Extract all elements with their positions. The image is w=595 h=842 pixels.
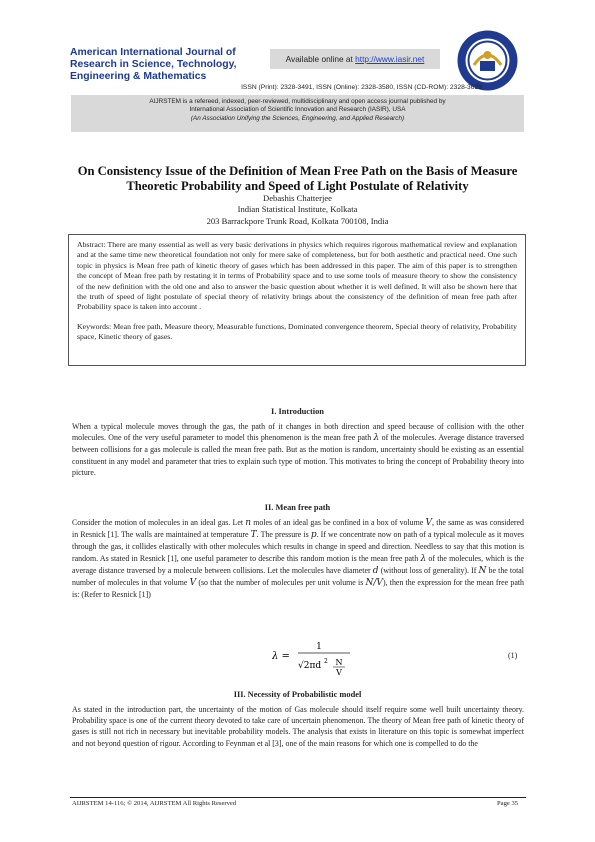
keywords-text: Mean free path, Measure theory, Measurable functions, Dominated convergence theorem, Special theory of relativity, Probability space, Kinetic theory of gases. bbox=[77, 321, 518, 342]
journal-url-link[interactable]: http://www.iasir.net bbox=[355, 54, 425, 64]
equation-exponent: 2 bbox=[324, 658, 328, 665]
abstract-label: Abstract: bbox=[77, 240, 106, 249]
author-name: Debashis Chatterjee bbox=[263, 193, 332, 203]
necessity-paragraph: As stated in the introduction part, the uncertainty of the motion of Gas molecule should itself require some well built uncertainty theory. Probability space is one of the current theory devoted to take care of uncertain phenomenon. The theory of Mean free path of kinetic theory of gases is still not rich in necessary but inevitable probability models. The analysis that exists in literature on this topic is somewhat imperfect and not beyond question of rigour. According to Feynman et al [3], one of the main reasons for which one is compelled to do the bbox=[72, 705, 524, 748]
availability-banner bbox=[270, 49, 440, 69]
equation-lhs: λ = bbox=[272, 651, 290, 662]
mean-free-path-paragraph: Consider the motion of molecules in an ideal gas. Let n moles of an ideal gas be confined in a box of volume V, the same as was considered in Resnick [1]. The walls are maintained at temperature T. The pressure is p. If we concentrate now on path of a typical molecule as it moves through the gas, it collides elastically with other molecules which results in change in speed and direction. Needless to say that this motion is random. As stated in Resnick [1], one useful parameter to describe this random motion is the mean free path λ of the molecules, which is the average distance traversed by a molecule between collisions. Let the molecules have diameter d (without loss of generality). If N be the total number of molecules in that volume V (so that the number of molecules per unit volume is N/V), then the expression for the mean free path is: (Refer to Resnick [1]) bbox=[72, 518, 524, 600]
section-introduction-title: I. Introduction bbox=[271, 407, 324, 416]
equation-denominator: √2πd bbox=[298, 661, 322, 671]
info-line-2: International Association of Scientific Innovation and Research (IASIR), USA bbox=[189, 106, 406, 114]
equation-frac-denominator: V bbox=[336, 668, 342, 677]
abstract-box bbox=[68, 234, 526, 366]
author-block bbox=[60, 193, 535, 227]
author-address: 203 Barrackpore Trunk Road, Kolkata 700108, India bbox=[206, 215, 389, 226]
info-line-3: (An Association Unifying the Sciences, Engineering, and Applied Research) bbox=[190, 114, 405, 122]
paper-title: On Consistency Issue of the Definition of Mean Free Path on the Basis of Measure Theoretic Probability and Speed of Light Postulate of Relativity bbox=[77, 164, 518, 193]
equation-number: (1) bbox=[508, 651, 518, 660]
keywords-label: Keywords: bbox=[77, 321, 112, 331]
lambda-symbol: λ bbox=[373, 433, 380, 444]
journal-name: American International Journal of Research in Science, Technology, Engineering & Mathematics bbox=[70, 47, 237, 82]
mean-free-path-equation bbox=[272, 638, 372, 678]
author-affiliation: Indian Statistical Institute, Kolkata bbox=[237, 204, 358, 215]
equation-frac-numerator: N bbox=[335, 658, 343, 667]
section-mean-free-path-title: II. Mean free path bbox=[264, 503, 331, 512]
iasir-logo-icon bbox=[456, 29, 519, 92]
abstract-text: There are many essential as well as very basic derivations in physics which requires rigorous mathematical review and explanation and at the same time new theoretical foundation not only for mere sake of completeness, but for both aesthetic and practical need. One such topic in physics is Mean free path of kinetic theory of gases which has been addressed in this paper. The aim of this paper is to strengthen the concept of Mean free path by restating it in terms of Probability space and to use some tools of measure theory to show the consistency of the new definition with the old one and also to answer the basic question about whether it is well defined. It will also be shown here that the truth of speed of light postulate of special theory of relativity brings about the consistency of the definition of mean free path after Probability space is taken into account . bbox=[77, 240, 517, 312]
issn-line: ISSN (Print): 2328-3491, ISSN (Online): 2328-3580, ISSN (CD-ROM): 2328-3629 bbox=[241, 84, 482, 91]
equation-numerator: 1 bbox=[316, 642, 322, 652]
footer-divider bbox=[70, 797, 526, 798]
info-line-1: AIJRSTEM is a refereed, indexed, peer-reviewed, multidisciplinary and open access journal published by bbox=[149, 98, 446, 105]
footer-copyright: AIJRSTEM 14-116; © 2014, AIJRSTEM All Rights Reserved bbox=[72, 800, 237, 807]
availability-label: Available online at bbox=[285, 54, 356, 64]
journal-info-box bbox=[71, 95, 524, 132]
page-number: Page 35 bbox=[497, 800, 519, 807]
introduction-paragraph: When a typical molecule moves through the gas, the path of it changes in both direction and speed because of collision with the other molecules. One of the very useful parameter to model this phenomenon is the mean free path λ of the molecules. Average distance traversed between collisions for a gas molecule is called the mean free path. But as the motion is random, uncertainty should be existing as an essential constituent in any model and parameter that tries to explain such type of motion. This motivates to bring the concept of Probability theory into picture. bbox=[72, 422, 524, 477]
section-necessity-title: III. Necessity of Probabilistic model bbox=[233, 690, 362, 699]
